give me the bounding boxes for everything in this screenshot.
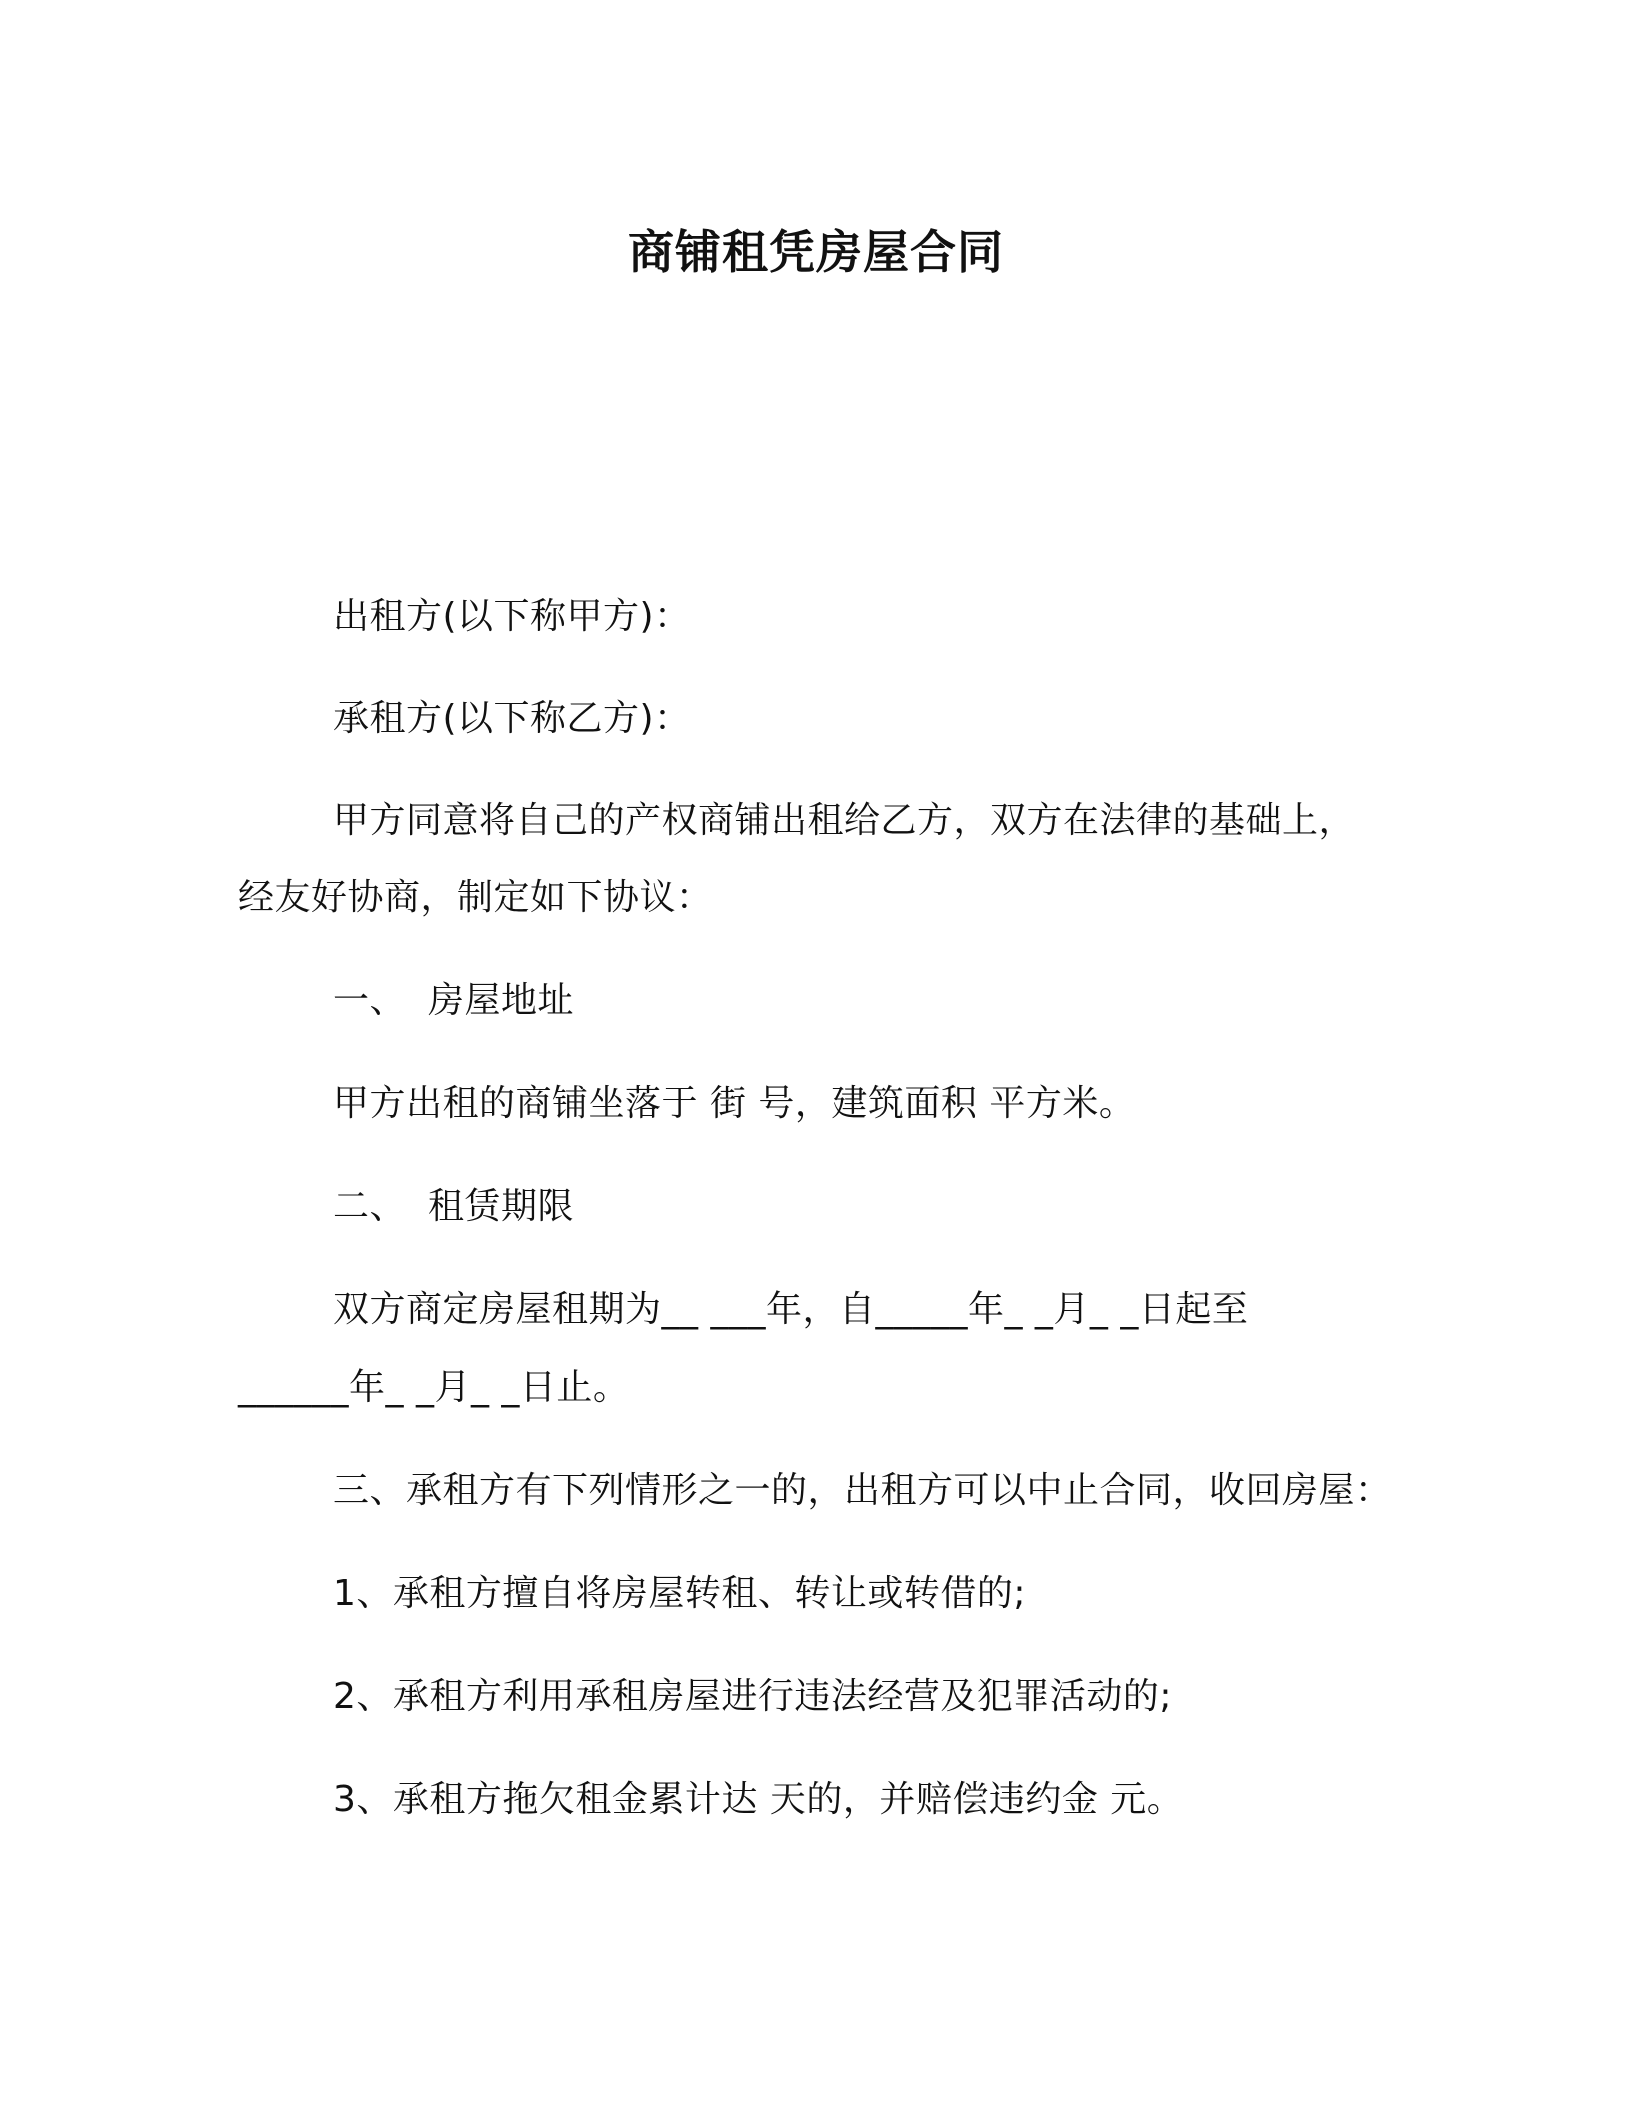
section-3-item-2: 2、承租方利用承租房屋进行违法经营及犯罪活动的; — [333, 1676, 1173, 1717]
section-3-item-3: 3、承租方拖欠租金累计达 天的，并赔偿违约金 元。 — [333, 1779, 1184, 1820]
intro-line-1: 甲方同意将自己的产权商铺出租给乙方，双方在法律的基础上， — [333, 800, 1356, 841]
section-2-text-line-1: 双方商定房屋租期为__ ___年，自_____年_ _月_ _日起至 — [333, 1289, 1249, 1330]
section-1-number: 一、 — [333, 980, 407, 1021]
section-1-heading — [333, 977, 574, 1025]
lessee-line: 承租方(以下称乙方)： — [333, 698, 691, 739]
section-2-text-line-2: ______年_ _月_ _日止。 — [238, 1367, 630, 1408]
section-3-heading: 三、承租方有下列情形之一的，出租方可以中止合同，收回房屋： — [333, 1470, 1392, 1511]
section-2-heading — [333, 1183, 574, 1231]
section-3-item-1: 1、承租方擅自将房屋转租、转让或转借的; — [333, 1573, 1027, 1614]
section-1-title: 房屋地址 — [428, 980, 575, 1021]
contract-title: 商铺租凭房屋合同 — [628, 225, 1004, 279]
lessor-line: 出租方(以下称甲方)： — [333, 596, 691, 637]
section-1-text: 甲方出租的商铺坐落于 街 号，建筑面积 平方米。 — [333, 1083, 1136, 1124]
intro-line-2: 经友好协商，制定如下协议： — [238, 877, 713, 918]
section-2-title: 租赁期限 — [428, 1186, 575, 1227]
section-2-number: 二、 — [333, 1186, 407, 1227]
